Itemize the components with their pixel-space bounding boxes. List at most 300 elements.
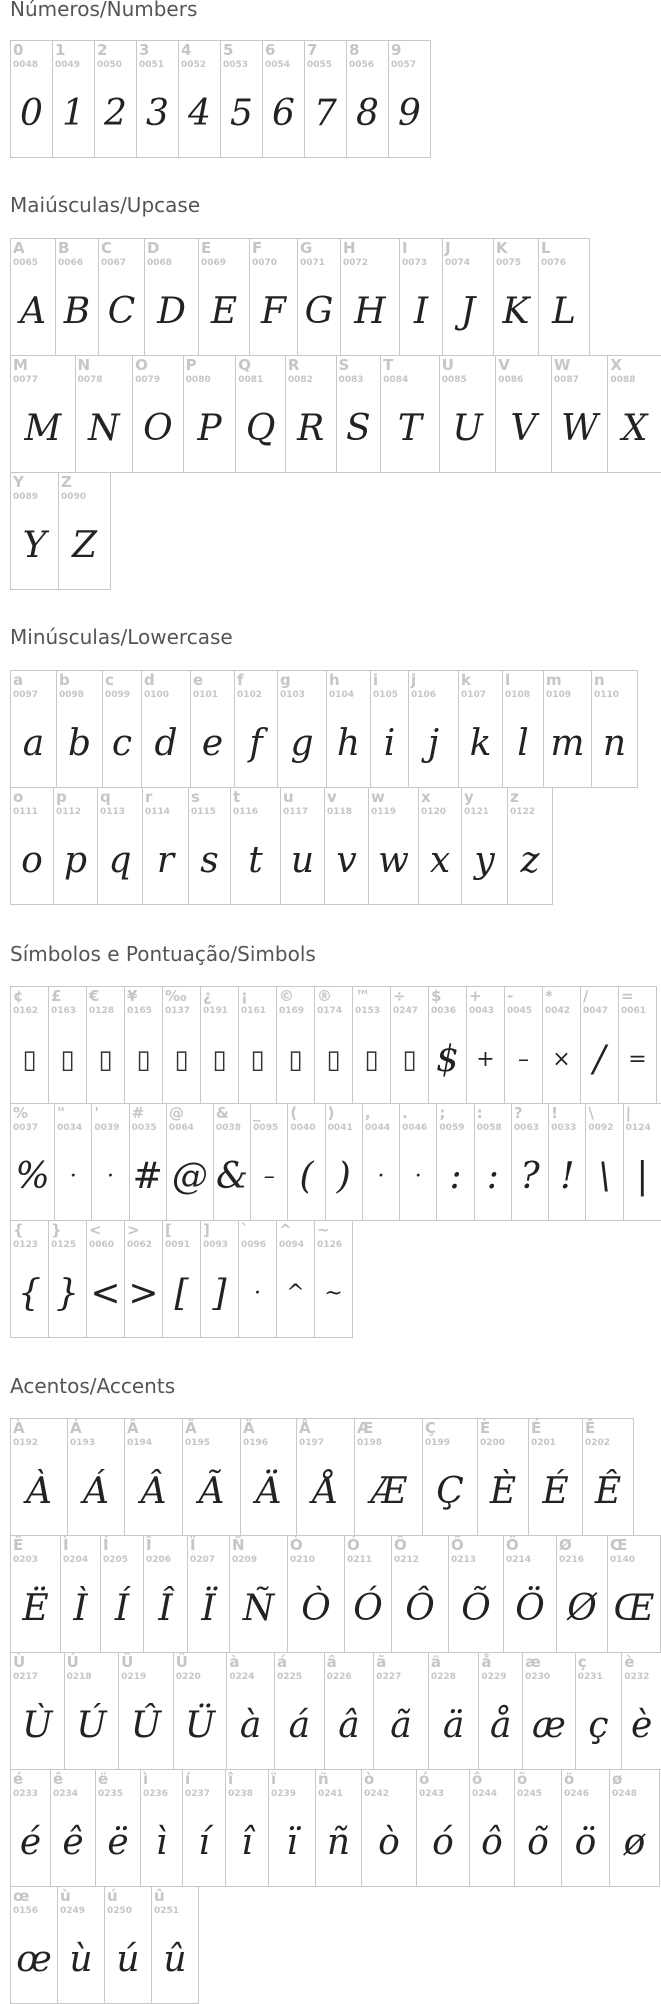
glyph-code-label: 0070 (252, 258, 278, 268)
glyph-code-label: 0065 (13, 258, 39, 268)
glyph-code-label: 0041 (327, 1123, 353, 1133)
glyph-sample: × (552, 1047, 571, 1072)
glyph-cell (151, 1886, 199, 2004)
glyph-row (10, 238, 661, 355)
section-title: Maiúsculas/Upcase (10, 193, 201, 217)
glyph-cell (346, 40, 389, 158)
glyph-character-label: © (279, 987, 294, 1005)
glyph-character-label: I (402, 239, 408, 257)
glyph-sample: Ú (76, 1705, 107, 1746)
glyph-code-label: 0117 (283, 807, 309, 817)
glyph-character-label: 8 (349, 41, 360, 59)
glyph-code-label: 0137 (165, 1006, 191, 1016)
glyph-sample: V (510, 408, 537, 449)
glyph-sample: l (517, 723, 529, 764)
glyph-code-label: 0191 (203, 1006, 229, 1016)
glyph-sample: ò (378, 1822, 400, 1863)
glyph-cell (621, 1652, 661, 1770)
glyph-cell (370, 670, 409, 788)
glyph-character-label: 3 (139, 41, 150, 59)
glyph-character-label: > (127, 1221, 140, 1239)
glyph-character-label: ñ (318, 1770, 329, 1788)
glyph-code-label: 0080 (185, 375, 211, 385)
glyph-sample: Ô (405, 1588, 435, 1629)
glyph-cell (493, 238, 539, 356)
glyph-cell (188, 787, 231, 905)
glyph-code-label: 0218 (66, 1672, 92, 1682)
glyph-sample: É (542, 1471, 569, 1512)
glyph-character-label: å (481, 1653, 492, 1671)
glyph-character-label: X (610, 356, 622, 374)
glyph-cell (362, 1103, 400, 1221)
glyph-cell (461, 787, 508, 905)
glyph-cell (100, 1535, 144, 1653)
glyph-cell (58, 472, 111, 590)
glyph-sample: / (593, 1039, 606, 1080)
glyph-code-label: 0125 (51, 1240, 77, 1250)
glyph-code-label: 0156 (13, 1906, 39, 1916)
missing-glyph-box: ▯ (174, 1045, 189, 1075)
glyph-cell (436, 1103, 474, 1221)
glyph-cell (53, 787, 98, 905)
glyph-code-label: 0241 (318, 1789, 344, 1799)
glyph-code-label: 0192 (13, 1438, 39, 1448)
glyph-code-label: 0082 (287, 375, 313, 385)
glyph-cell (162, 1220, 201, 1338)
glyph-sample: S (345, 408, 371, 449)
glyph-cell (94, 40, 137, 158)
glyph-cell (408, 670, 459, 788)
glyph-character-label: ó (419, 1770, 430, 1788)
glyph-cell (458, 670, 503, 788)
glyph-sample: í (198, 1822, 210, 1863)
glyph-code-label: 0107 (461, 690, 487, 700)
glyph-character-label: " (57, 1104, 65, 1122)
glyph-code-label: 0098 (59, 690, 85, 700)
glyph-cell (198, 238, 250, 356)
missing-glyph-box: ▯ (326, 1045, 341, 1075)
glyph-cell (503, 1535, 557, 1653)
glyph-cell (141, 670, 191, 788)
section-title: Minúsculas/Lowercase (10, 625, 233, 649)
glyph-cell (98, 238, 145, 356)
glyph-character-label: ) (327, 1104, 335, 1122)
glyph-character-label: æ (525, 1653, 541, 1671)
glyph-character-label: Ò (290, 1536, 303, 1554)
glyph-sample: I (413, 291, 429, 332)
glyph-code-label: 0088 (610, 375, 636, 385)
glyph-cell (60, 1535, 101, 1653)
glyph-code-label: 0244 (472, 1789, 498, 1799)
glyph-sample: Õ (461, 1588, 491, 1629)
glyph-cell (136, 40, 179, 158)
glyph-sample: · (377, 1164, 385, 1189)
glyph-character-label: ‰ (165, 987, 187, 1005)
glyph-sample: Ì (73, 1588, 88, 1629)
glyph-cell (582, 1418, 634, 1536)
glyph-cell (276, 986, 315, 1104)
glyph-sample: ^ (286, 1281, 305, 1306)
glyph-character-label: Ú (66, 1653, 79, 1671)
glyph-character-label: ÷ (393, 987, 406, 1005)
glyph-code-label: 0045 (507, 1006, 533, 1016)
glyph-code-label: 0034 (57, 1123, 83, 1133)
glyph-cell (238, 1220, 277, 1338)
glyph-character-label: í (185, 1770, 191, 1788)
glyph-sample: Í (114, 1588, 130, 1629)
glyph-grid (10, 1418, 661, 2003)
section-title: Símbolos e Pontuação/Simbols (10, 942, 316, 966)
glyph-sample: s (200, 840, 219, 881)
glyph-character-label: 0 (13, 41, 24, 59)
glyph-character-label: L (541, 239, 551, 257)
glyph-sample: Æ (370, 1471, 407, 1512)
glyph-code-label: 0196 (243, 1438, 269, 1448)
glyph-code-label: 0232 (624, 1672, 650, 1682)
glyph-sample: œ (16, 1939, 52, 1980)
glyph-sample: g (290, 723, 314, 764)
glyph-sample: ù (69, 1939, 93, 1980)
glyph-character-label: i (373, 671, 379, 689)
glyph-code-label: 0236 (143, 1789, 169, 1799)
glyph-sample: @ (171, 1156, 208, 1197)
glyph-sample: [ (174, 1273, 189, 1314)
glyph-cell (143, 1535, 188, 1653)
glyph-code-label: 0140 (610, 1555, 636, 1565)
glyph-sample: T (397, 408, 422, 449)
glyph-cell (502, 670, 544, 788)
glyph-code-label: 0084 (383, 375, 409, 385)
glyph-cell (48, 1220, 87, 1338)
glyph-cell (388, 40, 431, 158)
glyph-sample: p (63, 840, 88, 881)
glyph-sample: A (20, 291, 46, 332)
glyph-character-label: ¥ (127, 987, 138, 1005)
glyph-sample: M (24, 408, 62, 449)
glyph-cell (10, 1103, 55, 1221)
glyph-character-label: 5 (223, 41, 234, 59)
glyph-code-label: 0243 (419, 1789, 445, 1799)
glyph-sample: : (449, 1156, 462, 1197)
glyph-character-label: 9 (391, 41, 402, 59)
glyph-sample: P (197, 408, 222, 449)
glyph-cell (504, 986, 543, 1104)
glyph-code-label: 0047 (583, 1006, 609, 1016)
glyph-row (10, 1103, 661, 1220)
glyph-code-label: 0067 (101, 258, 127, 268)
glyph-sample: : (486, 1156, 499, 1197)
glyph-character-label: [ (165, 1221, 172, 1239)
glyph-cell (226, 1652, 275, 1770)
glyph-cell (373, 1652, 429, 1770)
glyph-code-label: 0206 (146, 1555, 172, 1565)
glyph-sample: 4 (188, 93, 211, 134)
glyph-cell (287, 1103, 325, 1221)
glyph-character-label: m (546, 671, 562, 689)
glyph-sample: X (621, 408, 648, 449)
glyph-sample: Ä (255, 1471, 282, 1512)
glyph-cell (514, 1769, 562, 1887)
glyph-character-label: . (402, 1104, 408, 1122)
glyph-code-label: 0251 (154, 1906, 180, 1916)
glyph-cell (132, 355, 184, 473)
glyph-sample: 0 (20, 93, 43, 134)
glyph-sample: o (21, 840, 43, 881)
glyph-code-label: 0213 (451, 1555, 477, 1565)
glyph-character-label: ö (564, 1770, 575, 1788)
glyph-character-label: & (215, 1104, 230, 1122)
glyph-sample: Ó (353, 1588, 383, 1629)
glyph-sample: U (452, 408, 483, 449)
glyph-cell (340, 238, 400, 356)
glyph-sample: 7 (314, 93, 337, 134)
glyph-sample: ( (299, 1156, 314, 1197)
glyph-code-label: 0053 (223, 60, 249, 70)
glyph-sample: H (354, 291, 386, 332)
glyph-cell (591, 670, 638, 788)
glyph-code-label: 0231 (577, 1672, 603, 1682)
glyph-sample: è (631, 1705, 653, 1746)
glyph-code-label: 0062 (127, 1240, 153, 1250)
glyph-sample: Y (22, 525, 47, 566)
glyph-code-label: 0079 (135, 375, 161, 385)
glyph-sample: C (107, 291, 136, 332)
glyph-sample: a (22, 723, 45, 764)
glyph-code-label: 0162 (13, 1006, 39, 1016)
glyph-cell (238, 986, 277, 1104)
glyph-sample: q (108, 840, 132, 881)
glyph-character-label: ã (376, 1653, 387, 1671)
glyph-character-label: Ó (347, 1536, 360, 1554)
glyph-cell (183, 355, 237, 473)
glyph-sample: á (288, 1705, 311, 1746)
glyph-character-label: / (583, 987, 589, 1005)
glyph-character-label: ù (60, 1887, 71, 1905)
glyph-cell (474, 1103, 512, 1221)
glyph-sample: Î (158, 1588, 173, 1629)
glyph-sample: 1 (62, 93, 85, 134)
glyph-cell (173, 1652, 228, 1770)
glyph-sample: N (88, 408, 120, 449)
glyph-cell (67, 1418, 125, 1536)
glyph-character-label: ì (143, 1770, 149, 1788)
glyph-code-label: 0100 (144, 690, 170, 700)
glyph-character-label: ! (551, 1104, 559, 1122)
glyph-code-label: 0237 (185, 1789, 211, 1799)
glyph-sample: i (383, 723, 396, 764)
glyph-cell (229, 1535, 288, 1653)
glyph-sample: È (489, 1471, 517, 1512)
glyph-character-label: Q (238, 356, 252, 374)
glyph-cell (182, 1769, 226, 1887)
glyph-cell (287, 1535, 345, 1653)
glyph-code-label: 0110 (594, 690, 620, 700)
glyph-character-label: 6 (265, 41, 276, 59)
glyph-cell (399, 238, 443, 356)
glyph-code-label: 0091 (165, 1240, 191, 1250)
glyph-cell (478, 1652, 523, 1770)
glyph-code-label: 0115 (191, 807, 217, 817)
glyph-code-label: 0245 (517, 1789, 543, 1799)
glyph-cell (325, 1103, 363, 1221)
glyph-cell (344, 1535, 392, 1653)
glyph-row (10, 472, 661, 589)
glyph-cell (280, 787, 325, 905)
glyph-character-label: % (13, 1104, 29, 1122)
glyph-character-label: ^ (279, 1221, 292, 1239)
glyph-cell (528, 1418, 583, 1536)
glyph-code-label: 0063 (513, 1123, 539, 1133)
glyph-sample: é (19, 1822, 42, 1863)
glyph-sample: R (297, 408, 325, 449)
glyph-cell (336, 355, 382, 473)
glyph-character-label: u (283, 788, 294, 806)
glyph-character-label: v (327, 788, 337, 806)
glyph-code-label: 0219 (121, 1672, 147, 1682)
glyph-code-label: 0195 (185, 1438, 211, 1448)
glyph-cell (102, 670, 142, 788)
glyph-character-label: V (498, 356, 510, 374)
glyph-cell (86, 986, 125, 1104)
glyph-cell (213, 1103, 251, 1221)
glyph-sample: # (132, 1156, 163, 1197)
glyph-cell (297, 238, 341, 356)
glyph-cell (55, 238, 99, 356)
glyph-character-label: û (154, 1887, 165, 1905)
glyph-character-label: É (531, 1419, 542, 1437)
glyph-sample: Ã (198, 1471, 225, 1512)
glyph-code-label: 0194 (127, 1438, 153, 1448)
glyph-cell (352, 986, 391, 1104)
glyph-cell (324, 787, 369, 905)
glyph-code-label: 0238 (228, 1789, 254, 1799)
glyph-sample: Ê (594, 1471, 622, 1512)
glyph-character-label: h (329, 671, 340, 689)
glyph-sample: ] (212, 1273, 227, 1314)
glyph-sample: n (602, 723, 627, 764)
glyph-character-label: Ö (506, 1536, 519, 1554)
glyph-sample: ~ (324, 1281, 343, 1306)
glyph-sample: b (67, 723, 92, 764)
glyph-code-label: 0050 (97, 60, 123, 70)
glyph-row (10, 1769, 661, 1886)
glyph-sample: B (63, 291, 91, 332)
glyph-code-label: 0044 (364, 1123, 390, 1133)
glyph-code-label: 0094 (279, 1240, 305, 1250)
glyph-code-label: 0113 (100, 807, 126, 817)
glyph-character-label: œ (13, 1887, 30, 1905)
glyph-code-label: 0112 (56, 807, 82, 817)
glyph-character-label: Â (127, 1419, 139, 1437)
glyph-character-label: q (100, 788, 111, 806)
glyph-cell (277, 670, 327, 788)
glyph-code-label: 0043 (469, 1006, 495, 1016)
glyph-code-label: 0216 (559, 1555, 585, 1565)
glyph-character-label: b (59, 671, 70, 689)
glyph-code-label: 0039 (94, 1123, 120, 1133)
glyph-code-label: 0207 (190, 1555, 216, 1565)
glyph-sample: û (163, 1939, 187, 1980)
glyph-character-label: ê (53, 1770, 64, 1788)
glyph-code-label: 0225 (276, 1672, 303, 1682)
glyph-cell (230, 787, 281, 905)
glyph-code-label: 0048 (13, 60, 39, 70)
glyph-cell (162, 986, 201, 1104)
glyph-character-label: Í (103, 1536, 109, 1554)
glyph-sample: % (15, 1156, 50, 1197)
glyph-code-label: 0064 (168, 1123, 194, 1133)
glyph-cell (52, 40, 95, 158)
glyph-character-label: G (300, 239, 313, 257)
glyph-cell (124, 1220, 163, 1338)
glyph-cell (428, 986, 467, 1104)
glyph-code-label: 0234 (53, 1789, 79, 1799)
glyph-character-label: Z (61, 473, 72, 491)
glyph-character-label: r (145, 788, 153, 806)
glyph-character-label: O (135, 356, 148, 374)
glyph-character-label: @ (168, 1104, 184, 1122)
glyph-cell (10, 1886, 58, 2004)
glyph-code-label: 0089 (13, 492, 39, 502)
glyph-code-label: 0061 (621, 1006, 647, 1016)
glyph-row (10, 1886, 661, 2003)
glyph-sample: Ò (301, 1588, 331, 1629)
glyph-character-label: x (421, 788, 431, 806)
section-title: Números/Numbers (10, 0, 198, 21)
glyph-sample: ø (623, 1822, 646, 1863)
glyph-sample: & (216, 1156, 249, 1197)
glyph-sample: } (56, 1273, 79, 1314)
glyph-sample: · (254, 1281, 261, 1306)
glyph-code-label: 0128 (89, 1006, 115, 1016)
glyph-sample: î (241, 1822, 253, 1863)
glyph-code-label: 0074 (445, 258, 471, 268)
glyph-character-label: Ñ (232, 1536, 245, 1554)
glyph-character-label: ô (472, 1770, 483, 1788)
glyph-sample: Á (83, 1471, 109, 1512)
glyph-sample: Ü (184, 1705, 216, 1746)
glyph-cell (10, 40, 53, 158)
glyph-sample: ) (336, 1156, 351, 1197)
glyph-character-label: á (276, 1653, 288, 1671)
glyph-character-label: Ä (243, 1419, 255, 1437)
glyph-character-label: Ï (190, 1536, 196, 1554)
glyph-cell (118, 1652, 174, 1770)
glyph-cell (140, 1769, 183, 1887)
glyph-code-label: 0246 (564, 1789, 590, 1799)
glyph-cell (220, 40, 263, 158)
glyph-character-label: Œ (610, 1536, 628, 1554)
glyph-code-label: 0095 (253, 1123, 279, 1133)
glyph-cell (561, 1769, 610, 1887)
glyph-character-label: j (411, 671, 417, 689)
glyph-cell (166, 1103, 214, 1221)
glyph-code-label: 0099 (105, 690, 131, 700)
glyph-sample: z (520, 840, 540, 881)
glyph-row (10, 355, 661, 472)
glyph-character-label: € (89, 987, 100, 1005)
missing-glyph-box: ▯ (136, 1045, 151, 1075)
glyph-cell (10, 472, 59, 590)
glyph-character-label: C (101, 239, 113, 257)
glyph-sample: m (550, 723, 585, 764)
glyph-character-label: ¿ (203, 987, 212, 1005)
glyph-sample: Ï (201, 1588, 216, 1629)
glyph-character-label: £ (51, 987, 62, 1005)
glyph-code-label: 0108 (505, 690, 531, 700)
glyph-code-label: 0071 (300, 258, 326, 268)
glyph-character-label: : (476, 1104, 483, 1122)
